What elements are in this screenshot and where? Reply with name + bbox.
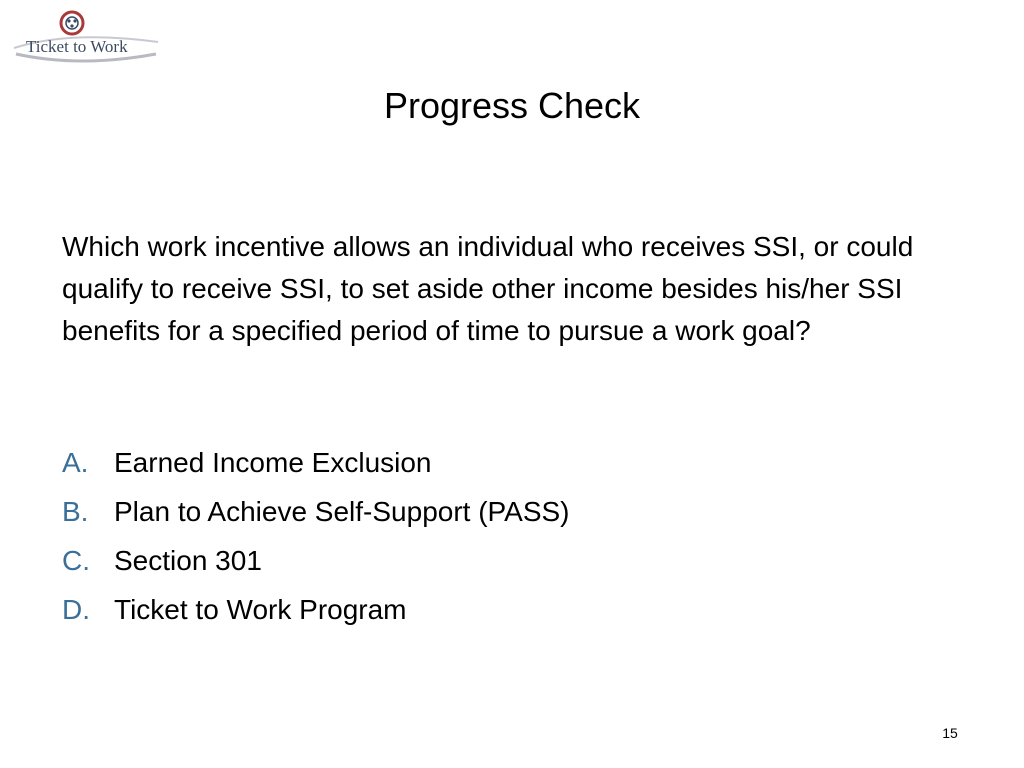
answer-text: Section 301 [114,545,262,576]
answer-letter: C. [62,545,90,576]
question-text: Which work incentive allows an individual who receives SSI, or could qualify to receive SSI, to set aside other income besides his/her SSI benefits for a specified period of time to pursue a work goal? [62,231,914,346]
answer-option-a [62,446,570,480]
answer-letter: B. [62,496,89,527]
answer-option-d [62,593,570,627]
ticket-to-work-logo [10,8,162,70]
answer-option-b [62,495,570,529]
answer-letter: A. [62,447,89,478]
logo-text: Ticket to Work [26,37,128,56]
slide-number: 15 [942,725,958,741]
answer-option-c [62,544,570,578]
logo-graphic [10,8,162,70]
answer-letter: D. [62,594,90,625]
slide-title: Progress Check [383,85,641,126]
answer-text: Earned Income Exclusion [114,447,432,478]
answer-list [62,446,570,642]
answer-text: Plan to Achieve Self-Support (PASS) [114,496,570,527]
answer-text: Ticket to Work Program [114,594,407,625]
